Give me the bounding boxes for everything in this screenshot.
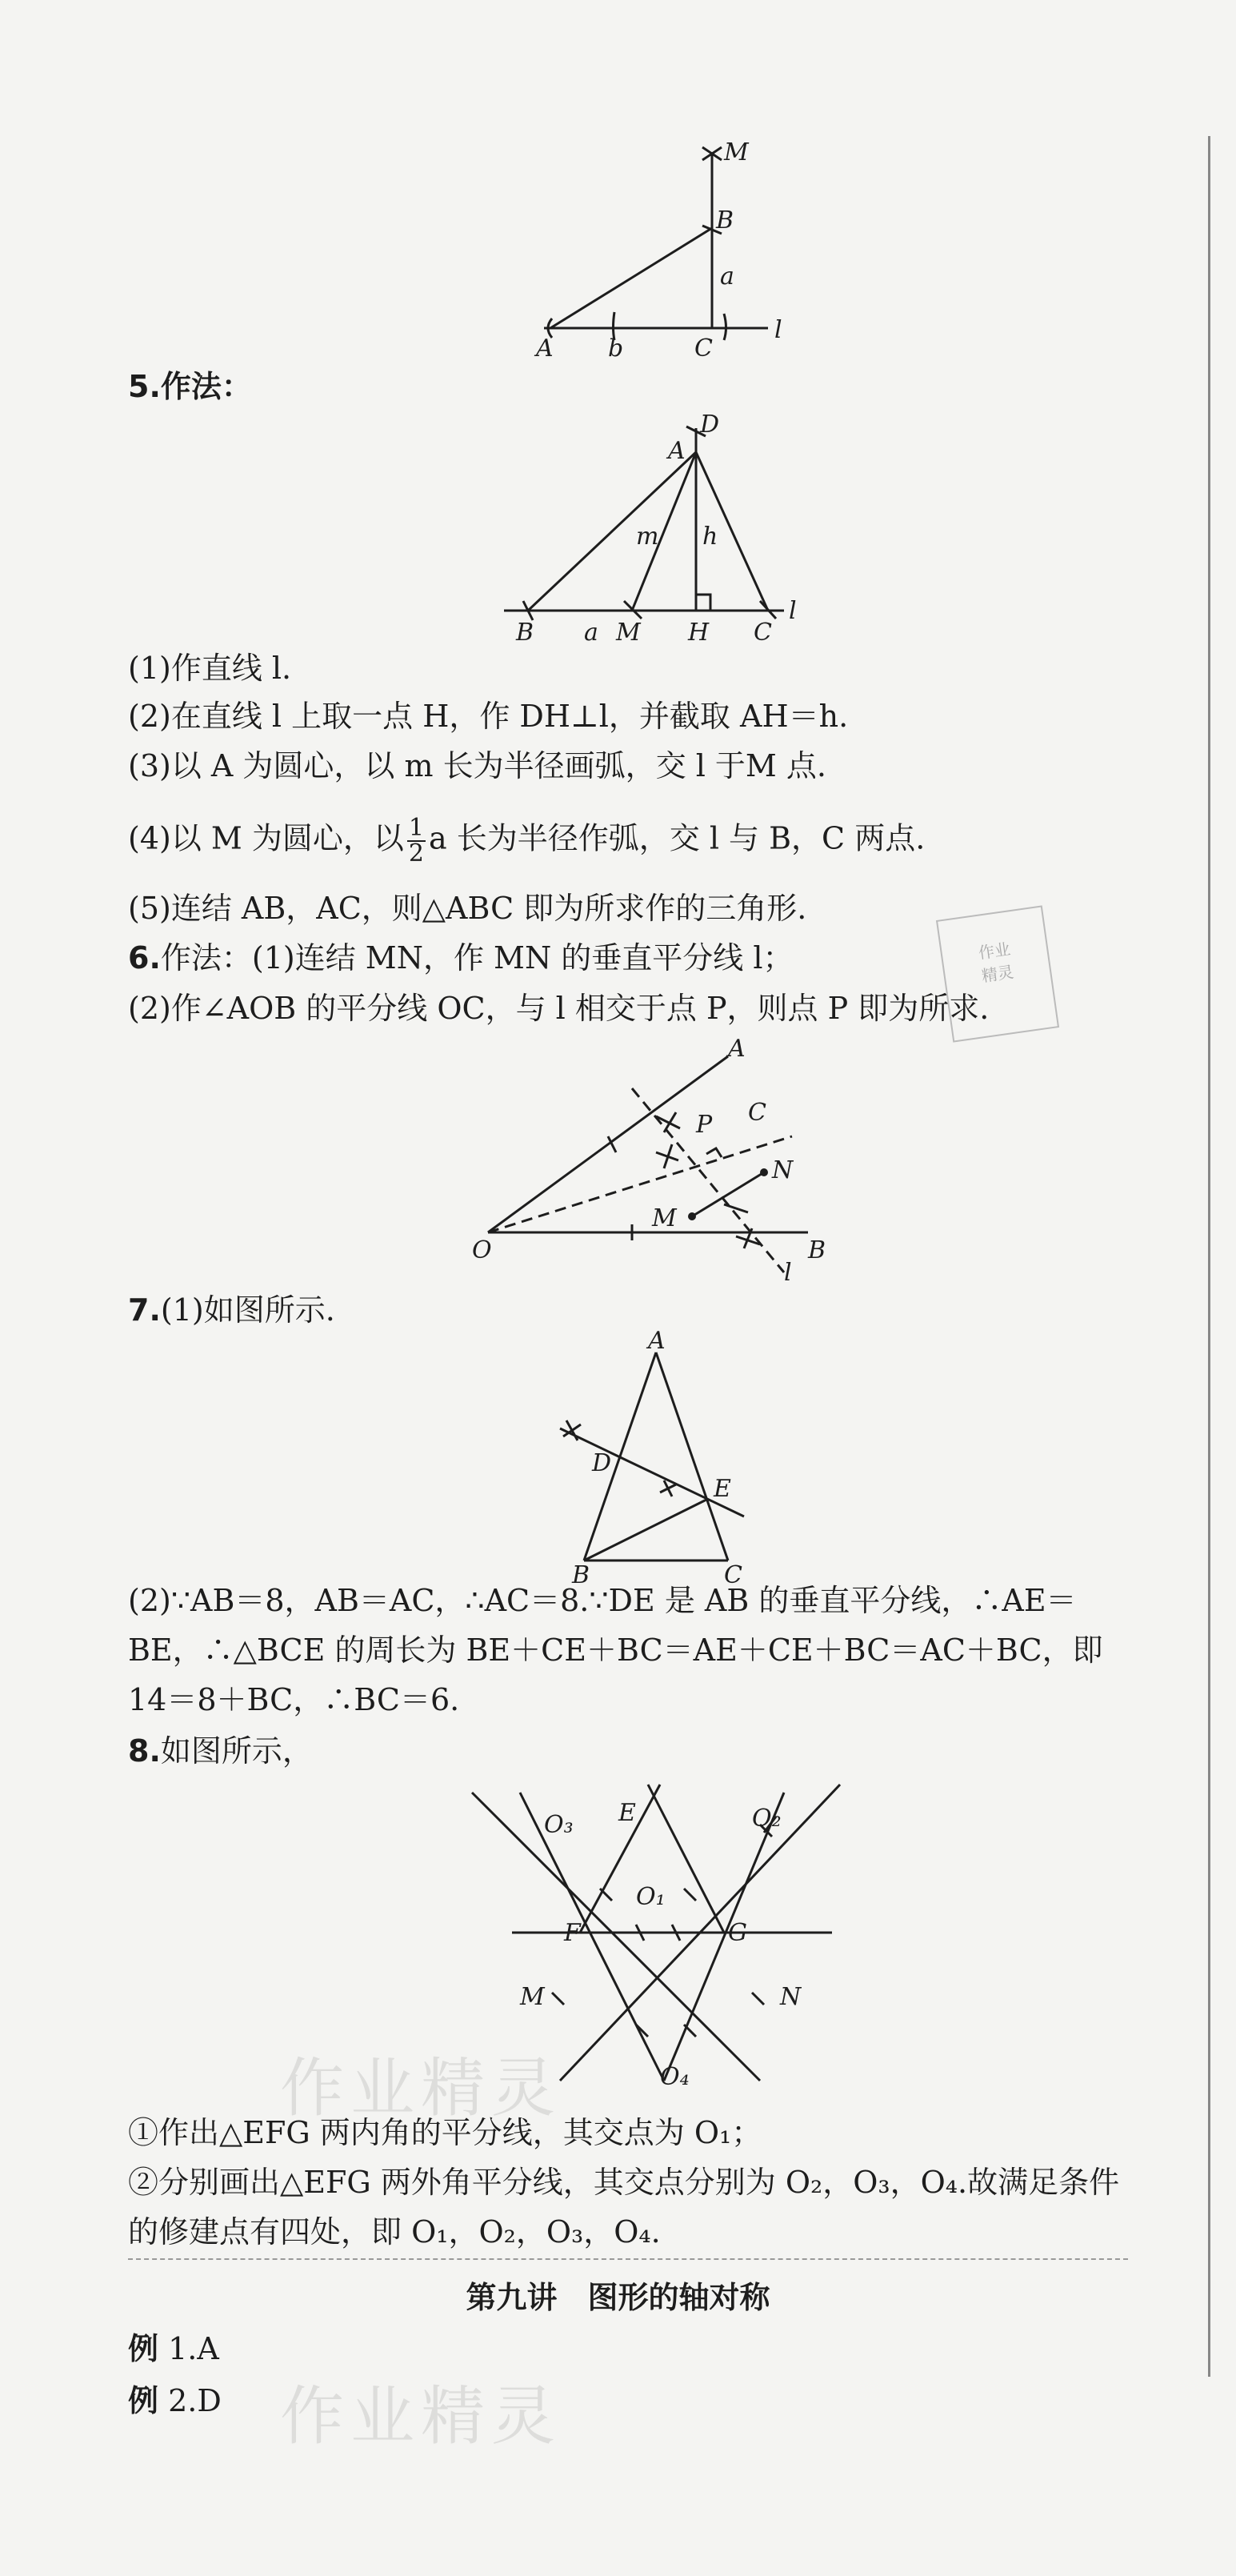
label-b: b — [608, 335, 624, 363]
label-O2: O₂ — [752, 1805, 782, 1833]
watermark-2: 作业精灵 — [280, 2379, 562, 2454]
q8-para-1: ①作出△EFG 两内角的平分线，其交点为 O₁； — [128, 2115, 762, 2150]
q8-line-1: 8.如图所示， — [128, 1733, 313, 1769]
label-D: D — [700, 411, 720, 439]
label-A: A — [648, 1327, 666, 1355]
label-M: M — [652, 1204, 677, 1232]
q7-line-1: 7.(1)如图所示. — [128, 1292, 335, 1328]
segment-MN — [692, 1172, 764, 1216]
figure-q6-angle — [472, 1035, 856, 1288]
label-O3: O₃ — [544, 1811, 574, 1839]
ray-OA — [488, 1056, 728, 1232]
label-O1: O₁ — [636, 1883, 666, 1911]
label-A: A — [668, 437, 686, 465]
example-2: 例 2.D — [128, 2383, 222, 2418]
figure-right-triangle — [520, 136, 808, 363]
label-O: O — [472, 1236, 492, 1264]
label-N: N — [780, 1983, 802, 2011]
label-H: H — [688, 619, 710, 647]
label-M: M — [520, 1983, 545, 2011]
lecture-title: 第九讲 图形的轴对称 — [466, 2280, 770, 2315]
q7-para-1: (2)∵AB＝8，AB＝AC，∴AC＝8.∵DE 是 AB 的垂直平分线，∴AE＝ — [128, 1583, 1077, 1618]
q8-para-2: ②分别画出△EFG 两外角平分线，其交点分别为 O₂，O₃，O₄.故满足条件 — [128, 2165, 1120, 2200]
watermark-stamp: 作业 精灵 — [936, 905, 1059, 1042]
label-E: E — [618, 1799, 636, 1827]
bisector-4 — [664, 1793, 784, 2081]
q8-para-3: 的修建点有四处，即 O₁，O₂，O₃，O₄. — [128, 2214, 661, 2249]
point-N — [760, 1168, 768, 1176]
q5-step-4-suffix: a 长为半径作弧，交 l 与 B，C 两点. — [429, 820, 926, 856]
q6-line-1: 6.作法：(1)连结 MN，作 MN 的垂直平分线 l； — [128, 940, 794, 976]
label-O4: O₄ — [660, 2063, 690, 2091]
label-P: P — [696, 1111, 713, 1139]
label-B: B — [808, 1236, 826, 1264]
q7-para-2: BE，∴△BCE 的周长为 BE＋CE＋BC＝AE＋CE＋BC＝AC＋BC，即 — [128, 1633, 1103, 1668]
label-C: C — [724, 1561, 742, 1589]
side-AC — [656, 1352, 728, 1560]
label-C: C — [748, 1099, 766, 1127]
q5-step-1: (1)作直线 l. — [128, 651, 292, 686]
label-M: M — [724, 138, 749, 166]
label-F: F — [564, 1919, 581, 1947]
label-M: M — [616, 619, 641, 647]
right-margin-bar — [1208, 136, 1210, 2377]
label-C: C — [694, 335, 713, 363]
point-M — [688, 1212, 696, 1220]
section-divider — [128, 2258, 1128, 2260]
label-h: h — [702, 523, 718, 551]
q5-step-2: (2)在直线 l 上取一点 H，作 DH⊥l，并截取 AH＝h. — [128, 699, 849, 734]
watermark-1: 作业精灵 — [280, 2051, 562, 2125]
right-angle-P — [706, 1148, 722, 1157]
line-DE — [560, 1428, 744, 1516]
q5-heading: 5.作法： — [128, 369, 252, 404]
label-A: A — [728, 1035, 746, 1063]
label-C: C — [754, 619, 772, 647]
fraction-one-half: $\frac{1}{2}$ — [408, 814, 424, 867]
label-A: A — [536, 335, 554, 363]
right-angle-H — [696, 595, 710, 611]
label-B: B — [716, 206, 734, 234]
label-l: l — [774, 316, 782, 344]
q7-para-3: 14＝8＋BC，∴BC＝6. — [128, 1682, 460, 1717]
q5-step-5: (5)连结 AB，AC，则△ABC 即为所求作的三角形. — [128, 891, 807, 926]
label-B: B — [516, 619, 534, 647]
q5-step-4 — [128, 816, 925, 866]
label-a: a — [720, 262, 734, 290]
line-AB — [550, 228, 712, 328]
q6-line-2: (2)作∠AOB 的平分线 OC，与 l 相交于点 P，则点 P 即为所求. — [128, 991, 990, 1026]
label-B: B — [572, 1561, 590, 1589]
label-N: N — [772, 1156, 794, 1184]
example-1: 例 1.A — [128, 2331, 219, 2366]
line-AB — [528, 452, 696, 611]
figure-q5-triangle — [496, 411, 816, 647]
label-l: l — [784, 1259, 792, 1287]
label-l: l — [789, 597, 797, 625]
label-a: a — [584, 619, 598, 647]
figure-q7-triangle — [544, 1327, 784, 1589]
label-E: E — [714, 1475, 731, 1503]
label-G: G — [728, 1919, 747, 1947]
label-D: D — [592, 1449, 612, 1477]
q5-step-3: (3)以 A 为圆心，以 m 长为半径画弧，交 l 于M 点. — [128, 748, 826, 783]
label-m: m — [636, 523, 659, 551]
q5-step-4-prefix: (4)以 M 为圆心，以 — [128, 820, 404, 856]
